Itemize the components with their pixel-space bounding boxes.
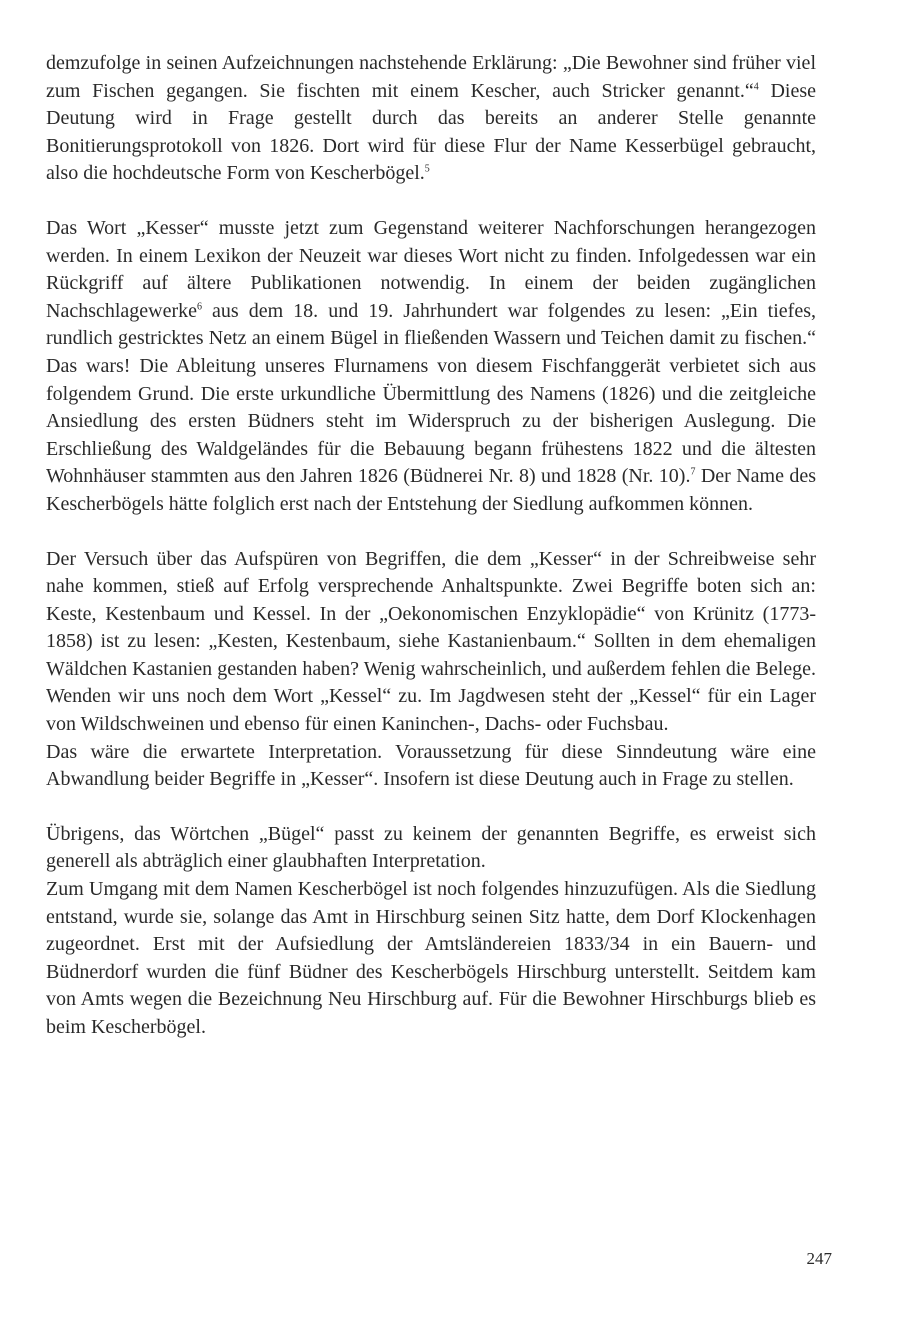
paragraph-text: Diese Deutung wird in Frage gestellt durch das bereits an anderer Stelle genannte Bonitierungsprotokoll von 1826. Dort wird für diese Flur der Name Kesserbügel gebraucht, also die hochdeutsche Form von Kescherbögel.: [46, 79, 816, 185]
paragraph-text: Der Name des Kescherbögels hätte folglich erst nach der Entstehung der Siedlung aufkommen können.: [46, 465, 816, 515]
paragraph-text: aus dem 18. und 19. Jahrhundert war folgendes zu lesen: „Ein tiefes, rundlich gestricktes Netz an einem Bügel in fließenden Wassern und Teichen damit zu fischen.“ Das wars! Die Ableitung unseres Flurnamens von diesem Fischfanggerät verbietet sich aus folgendem Grund. Die erste urkundliche Übermittlung des Namens (1826) und die zeitgleiche Ansiedlung des ersten Büdners steht im Widerspruch zu der bisherigen Auslegung. Die Erschließung des Waldgeländes für die Bebauung begann frühestens 1822 und die ältesten Wohnhäuser stammten aus den Jahren 1826 (Büdnerei Nr. 8) und 1828 (Nr. 10).: [46, 299, 816, 488]
paragraph-text: Der Versuch über das Aufspüren von Begriffen, die dem „Kesser“ in der Schreibweise sehr nahe kommen, stieß auf Erfolg versprechende Anhaltspunkte. Zwei Begriffe boten sich an: Keste, Kestenbaum und Kessel. In der „Oekonomischen Enzyklopädie“ von Krünitz (1773-1858) ist zu lesen: „Kesten, Kestenbaum, siehe Kastanienbaum.“ Sollten in dem ehemaligen Wäldchen Kastanien gestanden haben? Wenig wahrscheinlich, und außerdem fehlen die Belege. Wenden wir uns noch dem Wort „Kessel“ zu. Im Jagdwesen steht der „Kessel“ für ein Lager von Wildschweinen und ebenso für einen Kaninchen-, Dachs- oder Fuchsbau.: [46, 547, 816, 736]
footnote-marker: 4: [753, 80, 759, 92]
paragraph-text: Übrigens, das Wörtchen „Bügel“ passt zu keinem der genannten Begriffe, es erweist sich generell als abträglich einer glaubhaften Interpretation.: [46, 822, 816, 873]
page-body: [46, 50, 816, 1042]
footnote-marker: 7: [690, 466, 696, 478]
paragraph-text: Das Wort „Kesser“ musste jetzt zum Gegenstand weiterer Nachforschungen herangezogen werden. In einem Lexikon der Neuzeit war dieses Wort nicht zu finden. Infolgedessen war ein Rückgriff auf ältere Publikationen notwendig. In einem der beiden zugänglichen Nachschlagewerke: [46, 216, 816, 322]
paragraph-text: Das wäre die erwartete Interpretation. Voraussetzung für diese Sinndeutung wäre eine Abwandlung beider Begriffe in „Kesser“. Insofern ist diese Deutung auch in Frage zu stellen.: [46, 740, 816, 791]
footnote-marker: 6: [197, 301, 203, 313]
paragraph-1: [46, 50, 816, 188]
page-number: 247: [806, 1249, 832, 1268]
paragraph-gap: [46, 188, 816, 215]
paragraph-gap: [46, 794, 816, 821]
paragraph-text: Zum Umgang mit dem Namen Kescherbögel ist noch folgendes hinzuzufügen. Als die Siedlung entstand, wurde sie, solange das Amt in Hirschburg seinen Sitz hatte, dem Dorf Klockenhagen zugeordnet. Erst mit der Aufsiedlung der Amtsländereien 1833/34 in ein Bauern- und Büdnerdorf wurden die fünf Büdner des Kescherbögels Hirschburg unterstellt. Seitdem kam von Amts wegen die Bezeichnung Neu Hirschburg auf. Für die Bewohner Hirschburgs blieb es beim Kescherbögel.: [46, 878, 816, 1038]
paragraph-3: [46, 546, 816, 739]
paragraph-text: demzufolge in seinen Aufzeichnungen nachstehende Erklärung: „Die Bewohner sind früher viel zum Fischen gegangen. Sie fischten mit einem Kescher, auch Stricker genannt.“: [46, 52, 816, 102]
paragraph-5: [46, 821, 816, 876]
paragraph-2: [46, 215, 816, 519]
paragraph-6: [46, 876, 816, 1042]
paragraph-4: [46, 739, 816, 794]
footnote-marker: 5: [424, 163, 430, 175]
paragraph-gap: [46, 519, 816, 546]
